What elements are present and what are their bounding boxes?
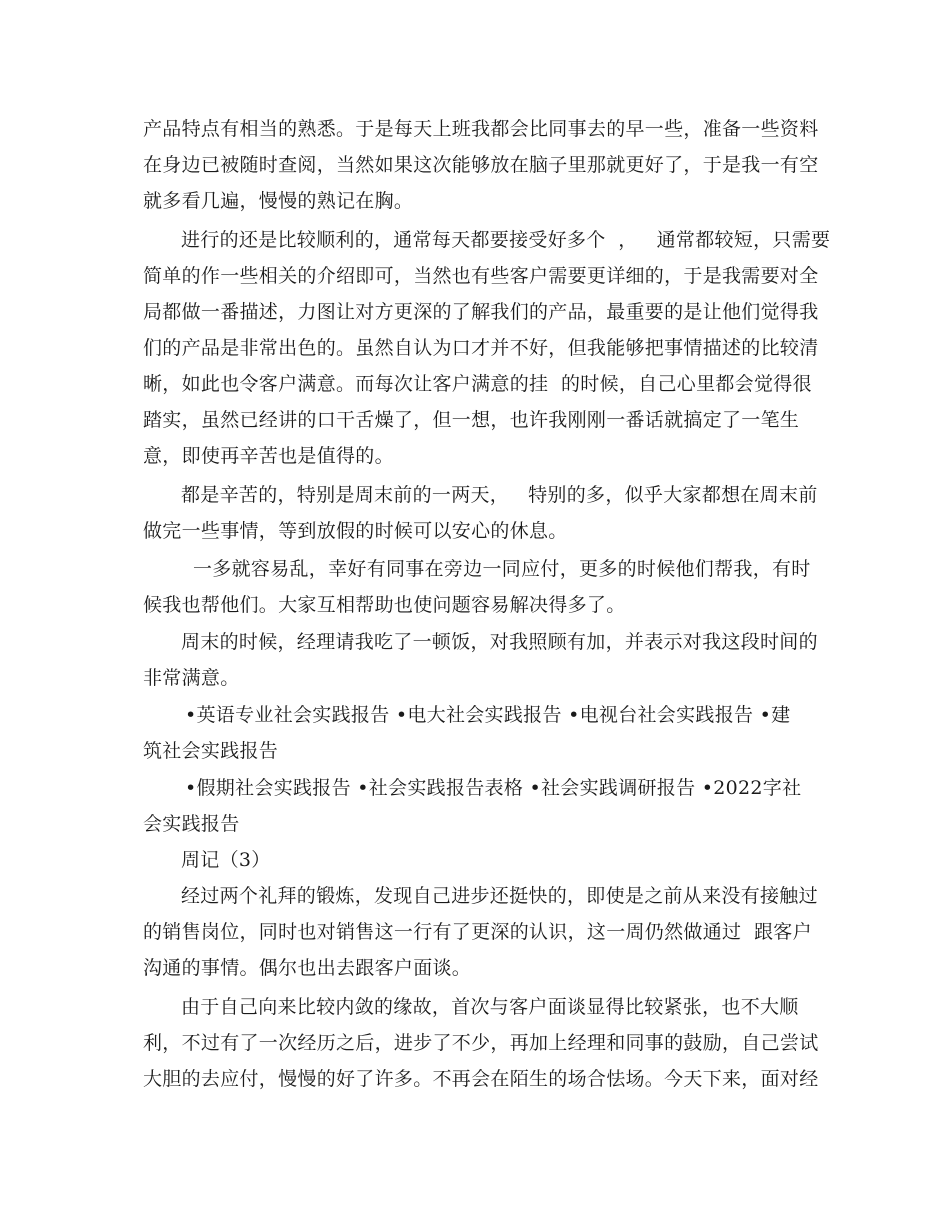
related-links-line[interactable]: 会实践报告	[143, 813, 240, 835]
text-line: 大胆的去应付，慢慢的好了许多。不再会在陌生的场合怯场。今天下来，面对经	[143, 1068, 819, 1090]
related-links-line[interactable]: •英语专业社会实践报告 •电大社会实践报告 •电视台社会实践报告 •建	[185, 704, 791, 726]
related-links-line[interactable]: •假期社会实践报告 •社会实践报告表格 •社会实践调研报告 •2022字社	[185, 777, 802, 799]
text-line: 局都做一番描述，力图让对方更深的了解我们的产品，最重要的是让他们觉得我	[143, 301, 819, 323]
text-line: 晰，如此也令客户满意。而每次让客户满意的挂 的时候，自己心里都会觉得很	[143, 373, 812, 395]
related-links-line[interactable]: 筑社会实践报告	[143, 740, 279, 762]
text-line: 周末的时候，经理请我吃了一顿饭，对我照顾有加，并表示对我这段时间的	[181, 631, 818, 653]
text-line: 意，即使再辛苦也是值得的。	[143, 445, 394, 467]
text-line: 经过两个礼拜的锻炼，发现自己进步还挺快的，即使是之前从来没有接触过	[181, 885, 818, 907]
text-line: 沟通的事情。偶尔也出去跟客户面谈。	[143, 957, 472, 979]
section-heading: 周记（3）	[181, 849, 271, 871]
text-line: 候我也帮他们。大家互相帮助也使问题容易解决得多了。	[143, 594, 626, 616]
text-line: 就多看几遍，慢慢的熟记在胸。	[143, 190, 414, 212]
text-line: 利，不过有了一次经历之后，进步了不少，再加上经理和同事的鼓励，自己尝试	[143, 1032, 819, 1054]
text-line: 都是辛苦的，特别是周末前的一两天， 特别的多，似乎大家都想在周末前	[181, 484, 818, 506]
text-line: 做完一些事情，等到放假的时候可以安心的休息。	[143, 520, 568, 542]
text-line: 一多就容易乱，幸好有同事在旁边一同应付，更多的时候他们帮我，有时	[193, 558, 811, 580]
text-line: 产品特点有相当的熟悉。于是每天上班我都会比同事去的早一些，准备一些资料	[143, 118, 819, 140]
text-line: 踏实，虽然已经讲的口干舌燥了，但一想，也许我刚刚一番话就搞定了一笔生	[143, 409, 800, 431]
text-line: 由于自己向来比较内敛的缘故，首次与客户面谈显得比较紧张，也不大顺	[181, 996, 799, 1018]
text-line: 进行的还是比较顺利的，通常每天都要接受好多个 ， 通常都较短，只需要	[181, 229, 831, 251]
text-line: 们的产品是非常出色的。虽然自认为口才并不好，但我能够把事情描述的比较清	[143, 337, 819, 359]
text-line: 简单的作一些相关的介绍即可，当然也有些客户需要更详细的，于是我需要对全	[143, 265, 819, 287]
text-line: 的销售岗位，同时也对销售这一行有了更深的认识，这一周仍然做通过 跟客户	[143, 921, 812, 943]
text-line: 非常满意。	[143, 667, 240, 689]
text-line: 在身边已被随时查阅，当然如果这次能够放在脑子里那就更好了，于是我一有空	[143, 154, 819, 176]
